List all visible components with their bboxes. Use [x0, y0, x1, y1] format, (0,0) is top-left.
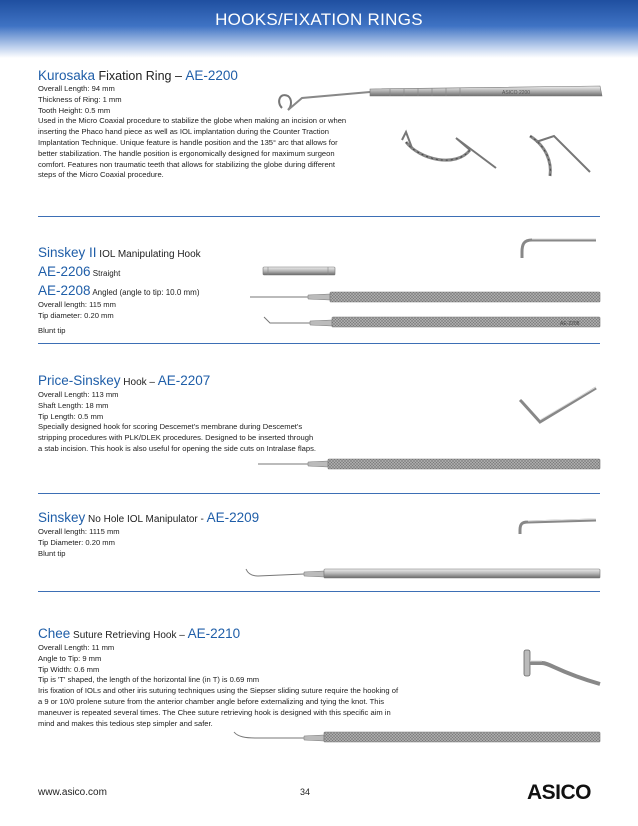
product-type: Hook – [120, 377, 158, 388]
chee-instrument-image [232, 730, 602, 744]
product-code: AE-2210 [187, 626, 241, 641]
product-title [38, 626, 600, 643]
product-type: No Hole IOL Manipulator - [85, 514, 207, 525]
product-code: AE-2207 [157, 373, 211, 388]
spec-line: Tip Length: 0.5 mm [38, 411, 104, 421]
sinskey-ii-angled-image [262, 315, 602, 329]
kurosaka-instrument-image [270, 82, 605, 120]
product-name: Chee [38, 626, 71, 641]
product-name: Kurosaka [38, 68, 96, 83]
sinskey-ii-cap-image [262, 265, 337, 277]
description-line: Used in the Micro Coaxial procedure to stabilize the globe when making an incision or when [38, 116, 347, 126]
spec-line: Overall Length: 11 mm [38, 643, 115, 652]
description-line: mind and makes this tedious step simpler and safer. [38, 718, 213, 728]
page-number: 34 [300, 787, 311, 797]
product-name: Price-Sinskey [38, 373, 121, 388]
spec-line: Blunt tip [38, 548, 66, 558]
chee-t-hook-detail-image [518, 632, 602, 694]
spec-line: Tip Diameter: 0.20 mm [38, 537, 115, 547]
engraving-text: ASICO 2200 [502, 90, 531, 96]
page-title: HOOKS/FIXATION RINGS [215, 10, 423, 29]
spec-line: Tip diameter: 0.20 mm [38, 310, 114, 320]
product-type: Fixation Ring – [95, 69, 186, 83]
spec-line: Overall Length: 94 mm [38, 84, 115, 93]
product-type: Suture Retrieving Hook – [70, 630, 188, 641]
product-code: AE-2208 [38, 283, 91, 298]
sinskey-ii-hook-detail-image [510, 228, 598, 272]
sinskey-no-hole-instrument-image [244, 566, 602, 580]
footer-website-link[interactable]: www.asico.com [38, 787, 107, 798]
description-line: a 9 or 10/0 prolene suture from the anterior chamber angle before externalizing and tying the knot. This [38, 696, 385, 706]
spec-line: Blunt tip [38, 325, 66, 335]
description-line: a stab incision. This hook is also useful for opening the side cuts on Intralase flaps. [38, 443, 317, 453]
description-line: better stabilization. The handle position is ergonomically designed for maximum surgeon [38, 148, 335, 158]
description-line: Specially designed hook for scoring Descemet's membrane during Descemet's [38, 422, 303, 432]
page-header [0, 0, 638, 58]
spec-line: Tooth Height: 0.5 mm [38, 105, 111, 115]
product-name: Sinskey [38, 510, 86, 525]
price-sinskey-instrument-image [258, 458, 602, 470]
product-name: Sinskey II [38, 245, 97, 260]
spec-line: Overall length: 1115 mm [38, 527, 120, 536]
section-divider [38, 591, 600, 592]
product-code: AE-2209 [206, 510, 260, 525]
description-line: stripping procedures with PLK/DLEK procedures. Designed to be inserted through [38, 433, 314, 443]
spec-line: Overall Length: 113 mm [38, 390, 119, 399]
description-line: inserting the Phaco hand piece as well as IOL implantation during the Counter Traction [38, 127, 329, 137]
product-type: IOL Manipulating Hook [96, 249, 201, 260]
variant-note: Straight [90, 269, 121, 278]
product-chee [38, 626, 600, 729]
sinskey-no-hole-tip-detail-image [508, 504, 598, 548]
spec-line: Thickness of Ring: 1 mm [38, 94, 122, 104]
section-divider [38, 343, 600, 344]
spec-line: Angle to Tip: 9 mm [38, 653, 102, 663]
price-sinskey-hook-detail-image [508, 378, 598, 430]
spec-line: Overall length: 115 mm [38, 300, 116, 309]
product-code: AE-2200 [185, 68, 238, 83]
description-line: comfort. Features non traumatic teeth that allows for stabilizing the globe during different [38, 159, 336, 169]
description-line: Iris fixation of IOLs and other iris suturing techniques using the Siepser sliding suture require the hooking of [38, 686, 399, 696]
asico-logo [527, 778, 602, 804]
spec-line: Tip is 'T' shaped, the length of the horizontal line (in T) is 0.69 mm [38, 675, 260, 685]
description-line: maneuver is repeated several times. The Chee suture retrieving hook is designed with this specific aim in [38, 707, 391, 717]
kurosaka-tip-detail-image [400, 128, 498, 180]
section-divider [38, 216, 600, 217]
spec-line: Shaft Length: 18 mm [38, 400, 109, 410]
spec-list [38, 643, 600, 686]
sinskey-ii-straight-image [250, 291, 602, 303]
spec-line: Tip Width: 0.6 mm [38, 664, 100, 674]
logo-text: ASICO [527, 781, 592, 804]
section-divider [38, 493, 600, 494]
description-line: steps of the Micro Coaxial procedure. [38, 170, 164, 180]
description-line: Implantation Technique. Unique feature is handle position and the 135° arc that allows for [38, 137, 338, 147]
variant-note: Angled (angle to tip: 10.0 mm) [90, 288, 200, 297]
product-description [38, 686, 600, 729]
kurosaka-ring-detail-image [510, 128, 592, 180]
product-code: AE-2206 [38, 264, 91, 279]
engraving-text: AE-2208 [560, 321, 580, 327]
